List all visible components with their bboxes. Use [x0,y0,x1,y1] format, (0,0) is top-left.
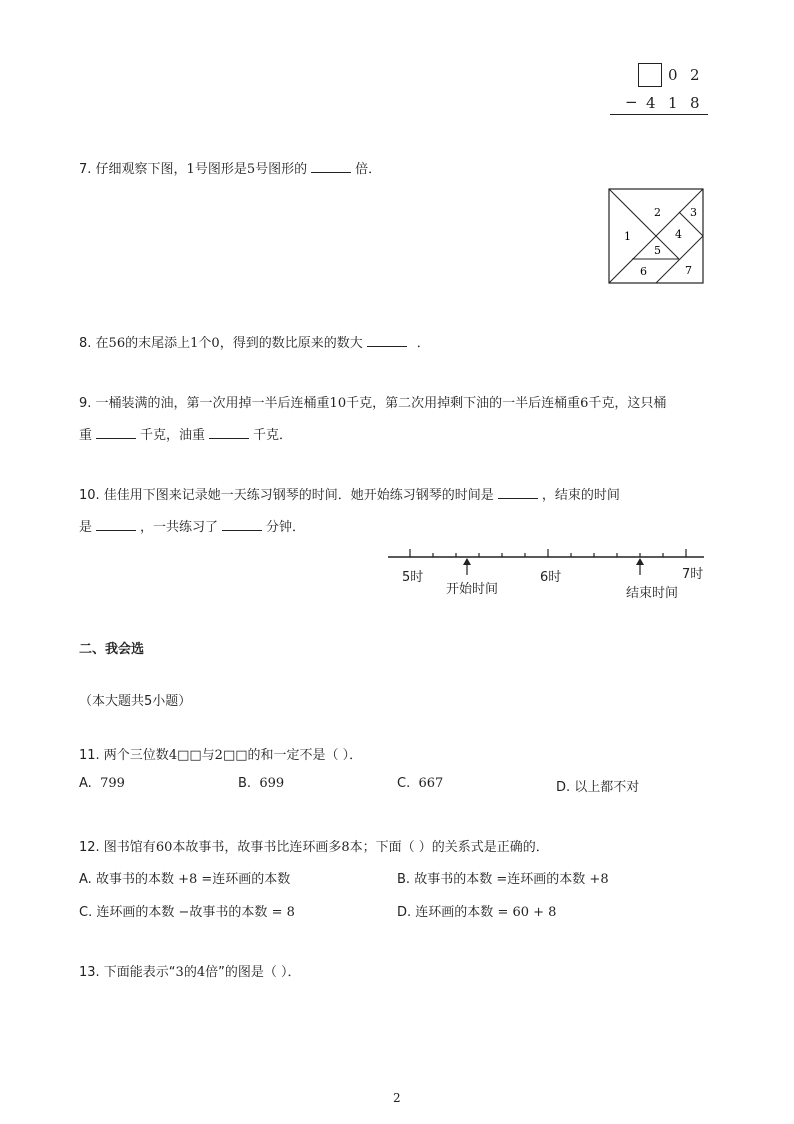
timeline-label-7: 7时 [682,567,704,582]
q9-number: 6 [580,396,589,411]
option-text: 连环画的本数 [212,872,291,887]
q13-text: 13. 下面能表示“ [79,965,176,980]
q8-text: ． [416,336,430,351]
option-math: = 8 [271,905,295,920]
bottom-digit: 8 [690,94,700,112]
tangram-label: 7 [685,264,692,277]
q8-number: 1 [190,336,199,351]
q7-number: 1 [186,162,195,177]
q8-answer-blank[interactable] [367,334,407,347]
option-letter: A. [79,776,92,791]
q8-text: ，得到的数比原来的数大 [219,336,363,351]
start-time-label: 开始时间 [446,582,499,597]
question-12 [79,836,549,855]
q12-number: 60 [155,840,173,855]
option-letter: B. [238,776,252,791]
option-value: 699 [259,776,285,791]
option-math: +8 [589,872,609,887]
q7-text: 倍． [355,162,382,177]
option-math: = [496,872,508,887]
q8-text: 8. 在 [79,336,109,351]
option-text: 连环画的本数 [415,905,494,920]
tangram-label: 2 [654,206,661,219]
option-letter: C. [397,776,411,791]
option-letter: D. [397,905,412,920]
option-text: 连环画的本数 [507,872,586,887]
q9-answer-blank-oil[interactable] [209,426,249,439]
q7-text: 号图形的 [255,162,308,177]
option-value: 667 [418,776,444,791]
end-time-label: 结束时间 [626,586,679,601]
option-letter: C. [79,905,93,920]
top-digit: 0 [668,66,678,84]
q12-option-a[interactable] [79,868,290,887]
minus-sign: − [625,93,638,111]
q10-text: 是 [79,520,93,535]
q11-option-c[interactable] [397,776,443,791]
q11-number: 2□□ [214,748,248,763]
q9-text: 千克． [253,428,293,443]
q10-answer-blank-end[interactable] [96,518,136,531]
q7-number: 5 [246,162,256,177]
tangram-label: 4 [675,228,682,241]
question-7 [79,158,381,177]
q11-text: 11. 两个三位数 [79,748,169,763]
question-8 [79,332,430,351]
q9-text: 千克，第二次用掉剩下油的一半后连桶重 [346,396,581,411]
q13-text: 倍”的图是（ ）． [205,965,301,980]
bottom-digit: 4 [646,94,656,112]
q10-answer-blank-minutes[interactable] [222,518,262,531]
timeline-label-6: 6时 [540,570,562,585]
q11-text: 与 [201,748,215,763]
option-value: 以上都不对 [574,780,640,795]
option-math: = 60 + 8 [497,905,557,920]
q11-text: 的和一定不是（ ）． [247,748,363,763]
question-10-line-1 [79,484,620,503]
q7-answer-blank[interactable] [311,160,351,173]
tangram-label: 1 [624,230,631,243]
page-number: 2 [393,1091,401,1105]
end-arrow [636,558,644,575]
section-2-title: 二、我会选 [79,642,145,657]
tangram-figure [608,188,706,286]
timeline-label-5: 5时 [402,570,424,585]
option-text: 连环画的本数 [96,905,175,920]
question-9-line-1 [79,392,666,411]
question-13 [79,961,301,980]
q9-text: 千克，油重 [140,428,206,443]
q7-text: 7. 仔细观察下图， [79,162,187,177]
subtraction-rule [610,114,708,115]
top-digit: 2 [690,66,700,84]
q13-text: 的 [183,965,197,980]
option-math: − [178,905,190,920]
tangram-label: 3 [690,206,697,219]
q11-option-b[interactable] [238,776,284,791]
option-text: 故事书的本数 [95,872,174,887]
q11-option-d[interactable] [556,776,639,795]
q12-text: 本；下面（ ）的关系式是正确的． [349,840,549,855]
q11-option-a[interactable] [79,776,125,791]
timeline-ticks [410,549,686,557]
option-text: 故事书的本数 [189,905,268,920]
q9-answer-blank-bucket[interactable] [96,426,136,439]
subtraction-problem [600,60,710,120]
start-arrow [463,558,471,575]
option-text: 故事书的本数 [414,872,493,887]
q8-text: 的末尾添上 [125,336,191,351]
q12-number: 8 [341,840,350,855]
q8-number: 0 [211,336,220,351]
option-letter: A. [79,872,92,887]
q10-text: ，结束的时间 [541,488,620,503]
option-letter: D. [556,780,571,795]
q12-option-b[interactable] [397,868,609,887]
answer-box [638,63,662,87]
q12-option-d[interactable] [397,901,556,920]
q9-text: 重 [79,428,93,443]
question-11 [79,744,362,763]
q7-text: 号图形是 [194,162,247,177]
q12-text: 12. 图书馆有 [79,840,156,855]
q9-number: 10 [329,396,347,411]
q13-number: 3 [175,965,184,980]
option-value: 799 [100,776,125,791]
q8-number: 56 [108,336,126,351]
option-letter: B. [397,872,411,887]
q12-text: 本故事书，故事书比连环画多 [172,840,342,855]
q10-text: ，一共练习了 [140,520,219,535]
section-2-note: （本大题共5小题） [79,694,192,709]
bottom-digit: 1 [668,94,678,112]
q10-text: 10. 佳佳用下图来记录她一天练习钢琴的时间．她开始练习钢琴的时间是 [79,488,494,503]
q9-text: 千克，这只桶 [588,396,667,411]
q9-text: 9. 一桶装满的油，第一次用掉一半后连桶重 [79,396,330,411]
question-10-line-2 [79,516,305,535]
q12-option-c[interactable] [79,901,295,920]
q13-number: 4 [196,965,206,980]
question-9-line-2 [79,424,292,443]
q8-text: 个 [198,336,212,351]
q10-answer-blank-start[interactable] [498,486,538,499]
option-math: +8 = [178,872,213,887]
q11-number: 4□□ [168,748,202,763]
tangram-label: 5 [654,244,661,257]
tangram-label: 6 [640,265,647,278]
q10-text: 分钟． [266,520,306,535]
